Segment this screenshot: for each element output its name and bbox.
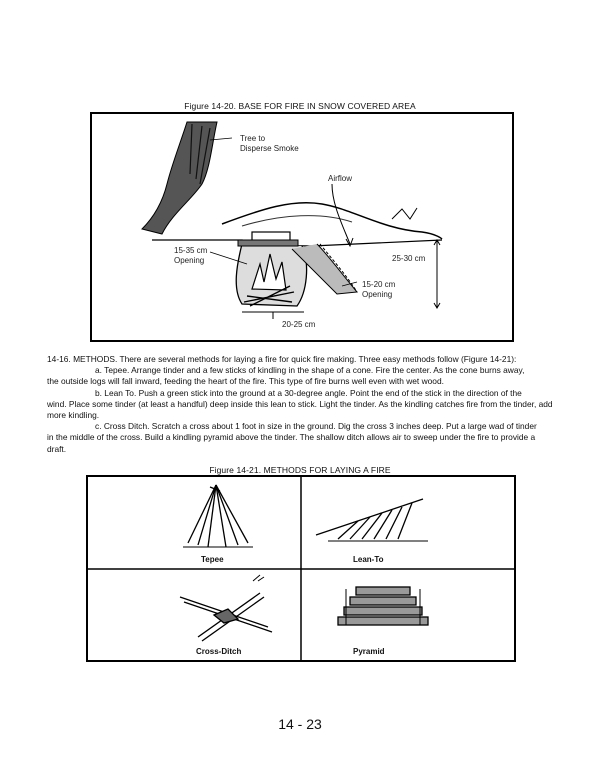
page-number: 14 - 23 — [278, 716, 322, 732]
method-c-line1: c. Cross Ditch. Scratch a cross about 1 foot in size in the ground. Dig the cross 3 inches deep. Put a large wad of tinder — [95, 421, 537, 432]
method-b-rest: wind. Place some tinder (at least a handful) deep inside this lean to stick. Light the tinder. As the kindling catches fire from the tinder, add more kindling. — [47, 398, 553, 421]
lean-to-drawing — [316, 499, 428, 541]
method-b-line1: b. Lean To. Push a green stick into the ground at a 30-degree angle. Point the end of the stick in the direction of the — [95, 387, 522, 398]
figure-14-20-caption: Figure 14-20. BASE FOR FIRE IN SNOW COVERED AREA — [184, 101, 416, 111]
label-opening-right: 15-20 cm Opening — [362, 280, 396, 299]
figure-14-20-frame — [90, 112, 514, 342]
tepee-drawing — [183, 485, 253, 547]
label-cross-ditch: Cross-Ditch — [196, 647, 242, 656]
figure-14-21-frame — [86, 475, 516, 662]
pyramid-drawing — [338, 587, 428, 625]
method-c-rest: in the middle of the cross. Build a kindling pyramid above the tinder. The shallow ditch allows air to sweep under the fire to provide a draft. — [47, 432, 536, 454]
snow-fire-base-illustration — [92, 114, 512, 340]
figure-14-21-caption: Figure 14-21. METHODS FOR LAYING A FIRE — [209, 465, 391, 475]
label-tree-to-disperse-smoke: Tree to Disperse Smoke — [240, 134, 299, 153]
fire-laying-methods-illustration — [88, 477, 514, 660]
label-pyramid: Pyramid — [353, 647, 385, 656]
methods-text — [47, 354, 555, 455]
cross-ditch-drawing — [180, 575, 272, 641]
label-opening-left: 15-35 cm Opening — [174, 246, 208, 265]
label-height: 25-30 cm — [392, 254, 426, 263]
method-a-rest: the outside logs will fall inward, feeding the heart of the fire. This type of fire burns well even with wet wood. — [47, 376, 444, 387]
label-tepee: Tepee — [201, 555, 224, 564]
label-lean-to: Lean-To — [353, 555, 384, 564]
paragraph-14-16: 14-16. METHODS. There are several methods for laying a fire for quick fire making. Three easy methods follow (Figure 14-21): — [47, 354, 517, 364]
method-a-line1: a. Tepee. Arrange tinder and a few sticks of kindling in the shape of a cone. Fire the center. As the cone burns away, — [95, 365, 525, 376]
label-width: 20-25 cm — [282, 320, 316, 329]
label-airflow: Airflow — [328, 174, 353, 183]
